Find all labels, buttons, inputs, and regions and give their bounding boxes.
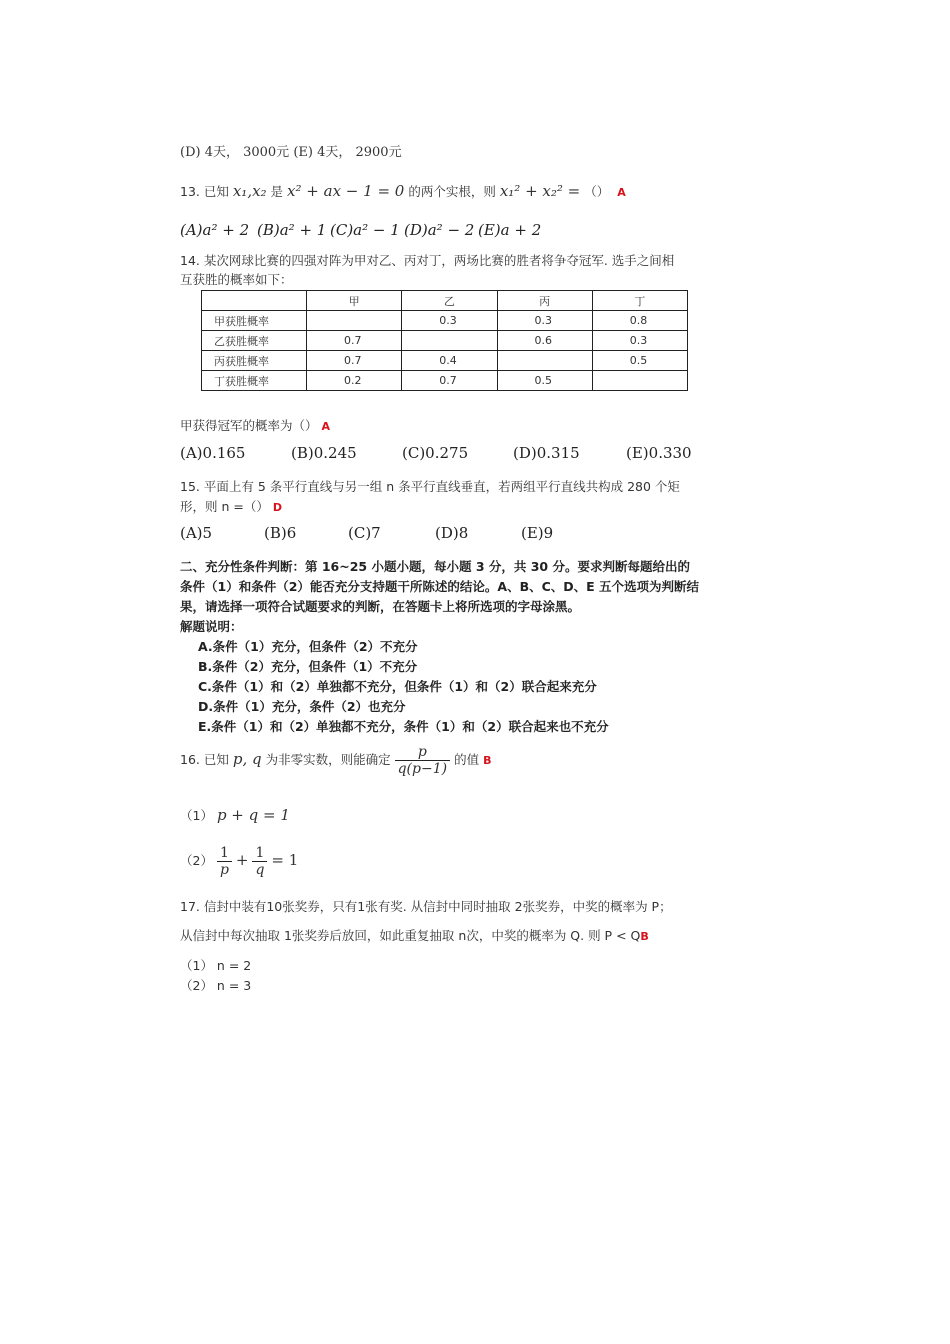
explain-item-e: E.条件（1）和（2）单独都不充分，条件（1）和（2）联合起来也不充分 (198, 719, 609, 734)
table-cell (592, 371, 687, 391)
section2-intro-line1: 二、充分性条件判断：第 16~25 小题小题，每小题 3 分，共 30 分。要求判断每题给出的 (180, 559, 690, 574)
table-header-cell (202, 291, 307, 311)
explain-item-a: A.条件（1）充分，但条件（2）不充分 (198, 639, 418, 654)
table-cell: 0.5 (497, 371, 592, 391)
q14-stem-line2: 互获胜的概率如下： (180, 272, 293, 287)
probability-table (201, 290, 688, 391)
q13-option-d: (D)a² − 2 (404, 221, 475, 239)
table-header-cell: 丁 (592, 291, 687, 311)
q16-stem (180, 744, 491, 777)
explain-item-b: B.条件（2）充分，但条件（1）不充分 (198, 659, 418, 674)
section2-intro-line2: 条件（1）和条件（2）能否充分支持题干所陈述的结论。A、B、C、D、E 五个选项为判断结 (180, 579, 700, 594)
q15-stem-line2 (180, 497, 282, 515)
q16-condition-2-frac1 (217, 845, 232, 878)
q13-option-e: (E)a + 2 (478, 221, 542, 239)
q16-condition-2-label: （2） (180, 853, 213, 868)
table-row (202, 331, 688, 351)
table-cell (402, 331, 497, 351)
table-header-cell: 乙 (402, 291, 497, 311)
explain-title: 解题说明： (180, 619, 243, 634)
table-cell: 0.6 (497, 331, 592, 351)
q14-question-text: 甲获得冠军的概率为（） (180, 418, 318, 433)
q16-condition-2-frac2 (252, 845, 267, 878)
explain-item-c: C.条件（1）和（2）单独都不充分，但条件（1）和（2）联合起来充分 (198, 679, 597, 694)
q16-answer: B (483, 754, 492, 767)
table-row-label: 丁获胜概率 (202, 371, 307, 391)
equals-one: = 1 (271, 851, 299, 869)
q13-answer: A (617, 186, 626, 199)
q16-fraction-numerator: p (395, 744, 451, 761)
q15-option-a: (A)5 (180, 524, 213, 542)
q16-stem-text-3: 的值 (454, 752, 480, 767)
q13-stem-text-2: 是 (270, 184, 284, 199)
q15-stem-line1: 15. 平面上有 5 条平行直线与另一组 n 条平行直线垂直，若两组平行直线共构成 280 个矩 (180, 479, 680, 494)
table-cell (307, 311, 402, 331)
q15-option-c: (C)7 (348, 524, 381, 542)
table-row (202, 351, 688, 371)
q16-condition-1 (180, 806, 290, 824)
table-row (202, 311, 688, 331)
q14-answer: A (321, 420, 331, 433)
table-cell: 0.3 (497, 311, 592, 331)
section2-intro-line3: 果，请选择一项符合试题要求的判断，在答题卡上将所选项的字母涂黑。 (180, 599, 581, 614)
table-row (202, 371, 688, 391)
q13-blank: （） (584, 184, 610, 199)
table-cell: 0.7 (402, 371, 497, 391)
q17-stem-text: 从信封中每次抽取 1张奖券后放回，如此重复抽取 n次，中奖的概率为 Q. 则 P < Q (180, 928, 641, 943)
q16-condition-2 (180, 845, 298, 878)
q13-stem (180, 182, 626, 200)
q16-stem-text-2: 为非零实数，则能确定 (265, 752, 391, 767)
q12-options: (D) 4天， 3000元 (E) 4天， 2900元 (180, 145, 402, 160)
table-header-cell: 甲 (307, 291, 402, 311)
q13-equation: x² + ax − 1 = 0 (287, 182, 405, 200)
frac1-numerator: 1 (217, 845, 232, 862)
q16-vars: p, q (232, 750, 262, 768)
q14-option-b: (B)0.245 (291, 444, 357, 462)
table-cell: 0.4 (402, 351, 497, 371)
q17-condition-1: （1） n = 2 (180, 958, 252, 973)
table-cell: 0.3 (402, 311, 497, 331)
table-cell: 0.3 (592, 331, 687, 351)
table-cell: 0.2 (307, 371, 402, 391)
table-row-label: 乙获胜概率 (202, 331, 307, 351)
q15-stem-text: 形，则 n =（） (180, 499, 269, 514)
plus-sign: + (235, 851, 249, 869)
q17-stem-line1: 17. 信封中装有10张奖券，只有1张有奖. 从信封中同时抽取 2张奖券，中奖的概率为 P； (180, 899, 672, 914)
q16-fraction (395, 744, 451, 777)
q13-expression: x₁² + x₂² = (499, 182, 581, 200)
q14-option-d: (D)0.315 (513, 444, 580, 462)
q15-option-e: (E)9 (521, 524, 554, 542)
q17-answer: B (640, 930, 649, 943)
q17-stem-line2 (180, 926, 649, 944)
table-header-cell: 丙 (497, 291, 592, 311)
frac1-denominator: p (219, 862, 229, 878)
frac2-denominator: q (255, 862, 265, 878)
table-cell: 0.7 (307, 351, 402, 371)
table-cell: 0.7 (307, 331, 402, 351)
q16-condition-1-expr: p + q = 1 (216, 806, 290, 824)
explain-item-d: D.条件（1）充分，条件（2）也充分 (198, 699, 406, 714)
q13-option-a: (A)a² + 2 (180, 221, 250, 239)
q17-condition-2: （2） n = 3 (180, 978, 252, 993)
q14-stem-line1: 14. 某次网球比赛的四强对阵为甲对乙、丙对丁，两场比赛的胜者将争夺冠军. 选手之间相 (180, 253, 675, 268)
table-cell: 0.5 (592, 351, 687, 371)
q13-option-b: (B)a² + 1 (257, 221, 327, 239)
q15-option-d: (D)8 (435, 524, 469, 542)
q16-fraction-denominator: q(p−1) (397, 761, 448, 777)
q14-question (180, 416, 330, 434)
q15-option-b: (B)6 (264, 524, 297, 542)
q13-stem-text-3: 的两个实根，则 (408, 184, 496, 199)
q14-option-c: (C)0.275 (402, 444, 469, 462)
q14-option-e: (E)0.330 (626, 444, 692, 462)
frac2-numerator: 1 (252, 845, 267, 862)
q13-option-c: (C)a² − 1 (330, 221, 400, 239)
table-cell (497, 351, 592, 371)
q13-stem-text: 13. 已知 (180, 184, 229, 199)
q13-vars: x₁,x₂ (232, 182, 267, 200)
table-row-label: 甲获胜概率 (202, 311, 307, 331)
q15-answer: D (272, 501, 282, 514)
q16-condition-1-label: （1） (180, 808, 213, 823)
q16-stem-text: 16. 已知 (180, 752, 229, 767)
table-header-row (202, 291, 688, 311)
table-row-label: 丙获胜概率 (202, 351, 307, 371)
table-cell: 0.8 (592, 311, 687, 331)
q14-option-a: (A)0.165 (180, 444, 246, 462)
